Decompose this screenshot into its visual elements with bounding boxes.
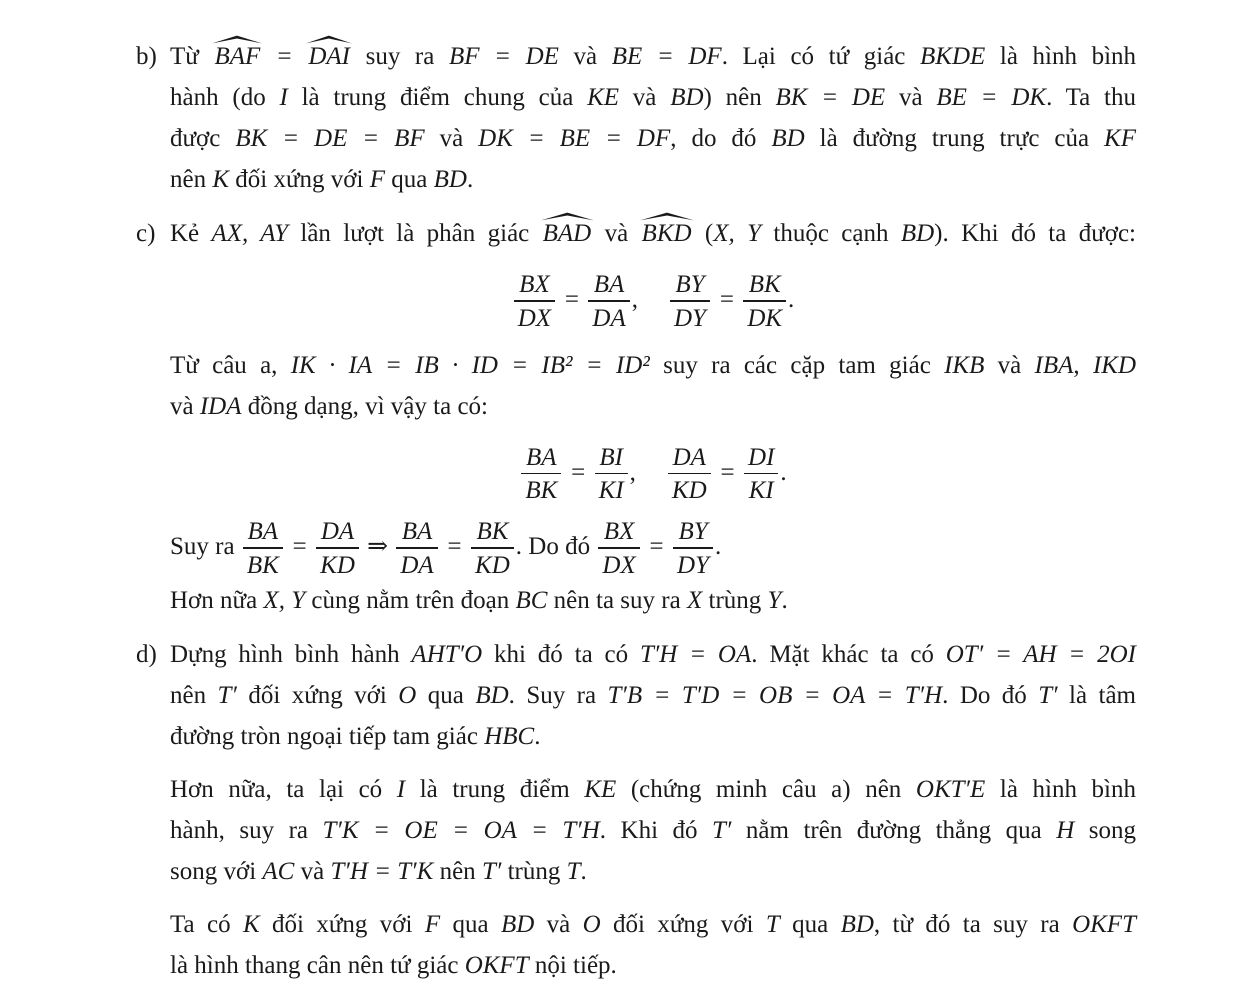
- text-run: (: [692, 220, 714, 247]
- math-run: AHT′O: [411, 641, 483, 669]
- fraction-denominator: BK: [525, 477, 558, 505]
- math-run: T′: [217, 682, 237, 710]
- fraction-bar: [598, 547, 639, 549]
- math-run: OKFT: [464, 952, 529, 980]
- text-line: [170, 77, 1136, 118]
- math-fraction: [316, 517, 359, 580]
- math-run: K: [212, 166, 230, 193]
- math-run: =: [712, 458, 743, 486]
- math-run: H: [1056, 817, 1075, 845]
- math-run: BD: [771, 125, 805, 152]
- text-run: thuộc cạnh: [761, 220, 901, 247]
- text-run: đường tròn ngoại tiếp tam giác: [170, 723, 485, 751]
- fraction-denominator: KD: [671, 477, 707, 505]
- text-run: nên: [433, 858, 482, 886]
- text-run: là đường trung trực của: [804, 125, 1105, 152]
- text-run: ⇒: [360, 533, 395, 561]
- math-run: BD: [433, 166, 467, 193]
- widehat-letters: BAF: [214, 43, 261, 70]
- text-line: [170, 851, 1136, 892]
- text-run: , từ đó ta suy ra: [873, 911, 1073, 939]
- math-fraction: [588, 270, 629, 333]
- fraction-bar: [316, 547, 359, 549]
- math-run: BK = DE = BF: [235, 125, 425, 152]
- math-run: =: [641, 533, 672, 561]
- math-fraction: [670, 270, 710, 333]
- math-fraction: [471, 517, 514, 580]
- text-run: . Lại có tứ giác: [721, 43, 920, 70]
- fraction-numerator: BA: [593, 271, 625, 298]
- text-run: .: [580, 858, 587, 886]
- fraction-numerator: BK: [476, 518, 509, 546]
- text-run: đối xứng với: [236, 682, 399, 710]
- text-line: [170, 159, 1136, 200]
- math-run: X, Y: [263, 587, 306, 615]
- fraction-denominator: KI: [748, 477, 774, 505]
- math-fraction: [396, 517, 437, 580]
- math-run: K: [242, 911, 260, 939]
- fraction-denominator: DK: [747, 304, 783, 332]
- math-run: I: [396, 776, 406, 804]
- fraction-denominator: DA: [400, 552, 434, 580]
- text-run: đối xứng với: [259, 911, 425, 939]
- fraction-bar: [396, 547, 437, 549]
- text-run: Hơn nữa, ta lại có: [170, 776, 397, 804]
- text-run: là hình thang cân nên tứ giác: [170, 952, 465, 980]
- text-run: và: [592, 220, 641, 247]
- paragraph: [170, 36, 1136, 200]
- text-line: [170, 769, 1136, 810]
- math-run: BE = DK: [936, 84, 1047, 111]
- text-run: nên: [170, 682, 218, 710]
- widehat-arc-icon: [541, 212, 594, 221]
- widehat: [307, 43, 351, 71]
- text-run: Suy ra: [170, 533, 241, 561]
- text-run: nằm trên đường thẳng qua: [731, 817, 1057, 845]
- widehat-arc-icon: [306, 35, 352, 44]
- math-run: OKFT: [1072, 911, 1136, 939]
- text-run: , do đó: [670, 125, 772, 152]
- text-run: . Khi đó: [599, 817, 713, 845]
- fraction-denominator: DA: [592, 304, 626, 332]
- text-run: đối xứng với: [600, 911, 766, 939]
- math-run: T′: [1038, 682, 1058, 710]
- text-run: qua: [779, 911, 841, 939]
- math-run: T: [765, 911, 780, 939]
- math-run: IK · IA = IB · ID = IB² = ID²: [290, 351, 650, 379]
- text-line: [170, 345, 1136, 386]
- text-run: qua: [416, 682, 476, 710]
- equation-gap: [636, 479, 666, 480]
- fraction-bar: [521, 473, 561, 475]
- math-run: X, Y: [713, 220, 762, 247]
- text-run: và: [558, 43, 612, 70]
- text-line: [170, 118, 1136, 159]
- math-run: OKT′E: [915, 776, 986, 804]
- text-run: Hơn nữa: [170, 587, 264, 615]
- fraction-bar: [744, 473, 778, 475]
- text-run: và: [424, 125, 479, 152]
- widehat: [641, 220, 693, 248]
- text-run: .: [780, 458, 787, 486]
- math-run: =: [284, 533, 315, 561]
- widehat-arc-icon: [212, 35, 262, 44]
- paragraph: [170, 213, 1136, 254]
- widehat-letters: BKD: [641, 220, 692, 247]
- math-run: IDA: [199, 392, 242, 420]
- math-run: O: [582, 911, 601, 939]
- text-run: .: [781, 587, 788, 615]
- paragraph: [170, 517, 1136, 621]
- text-run: là hình bình: [985, 776, 1137, 804]
- fraction-bar: [514, 300, 555, 302]
- text-run: qua: [385, 166, 434, 193]
- fraction-denominator: DY: [673, 304, 706, 332]
- fraction-numerator: BY: [675, 271, 705, 298]
- math-run: BKDE: [920, 43, 986, 70]
- math-run: =: [261, 43, 308, 70]
- math-run: F: [369, 166, 385, 193]
- widehat-letters: DAI: [308, 43, 350, 70]
- fraction-numerator: BA: [401, 518, 433, 546]
- text-run: khi đó ta có: [482, 641, 640, 669]
- document-content: [136, 36, 1137, 986]
- fraction-numerator: DI: [748, 443, 775, 471]
- text-run: . Do đó: [942, 682, 1039, 710]
- text-run: nên: [170, 166, 213, 193]
- fraction-bar: [471, 547, 514, 549]
- document-item-b: [136, 36, 1137, 200]
- fraction-denominator: KD: [475, 552, 510, 580]
- math-fraction: [673, 517, 713, 580]
- math-fraction: [744, 443, 778, 506]
- text-run: nên ta suy ra: [547, 587, 687, 615]
- text-run: và: [170, 392, 200, 420]
- math-run: IKB: [944, 351, 985, 379]
- paragraph: [170, 769, 1136, 892]
- math-fraction: [521, 443, 561, 506]
- widehat-arc-icon: [640, 212, 694, 221]
- math-run: T′: [481, 858, 502, 886]
- text-run: . Do đó: [515, 533, 597, 561]
- math-run: =: [711, 286, 742, 314]
- text-run: nội tiếp.: [528, 952, 617, 980]
- fraction-numerator: BX: [519, 271, 550, 298]
- document-item-c: [136, 213, 1137, 621]
- text-run: được: [170, 125, 236, 152]
- math-run: OT′ = AH = 2OI: [945, 641, 1136, 669]
- text-run: trùng: [702, 587, 768, 615]
- text-line: [170, 904, 1136, 945]
- text-run: ,: [631, 286, 638, 314]
- math-run: T′K = OE = OA = T′H: [322, 817, 600, 845]
- math-run: DK = BE = DF: [478, 125, 671, 152]
- math-run: IBA: [1034, 351, 1074, 379]
- text-run: song: [1074, 817, 1137, 845]
- math-run: T: [566, 858, 581, 886]
- math-run: KE: [584, 776, 617, 804]
- text-run: suy ra: [351, 43, 449, 70]
- text-run: trùng: [501, 858, 567, 886]
- math-run: BC: [515, 587, 548, 615]
- math-run: IKD: [1092, 351, 1137, 379]
- text-run: Từ câu a,: [170, 351, 291, 379]
- display-equation: [170, 270, 1136, 333]
- text-run: suy ra các cặp tam giác: [649, 351, 945, 379]
- paragraph: [170, 904, 1136, 986]
- text-line: [170, 36, 1136, 77]
- text-line: [170, 716, 1136, 757]
- math-run: =: [439, 533, 470, 561]
- math-run: BE = DF: [611, 43, 722, 70]
- math-run: AX, AY: [211, 220, 289, 247]
- math-run: HBC: [484, 723, 535, 751]
- text-run: là hình bình: [985, 43, 1137, 70]
- math-run: BK = DE: [775, 84, 886, 111]
- text-line: [170, 213, 1136, 254]
- text-run: ). Khi đó ta được:: [934, 220, 1137, 247]
- text-run: Dựng hình bình hành: [170, 641, 412, 669]
- item-label: b): [136, 43, 157, 70]
- widehat: [542, 220, 593, 248]
- text-run: là trung điểm chung của: [287, 84, 588, 111]
- math-run: T′B = T′D = OB = OA = T′H: [607, 682, 943, 710]
- text-run: .: [534, 723, 541, 751]
- math-run: T′H = OA: [639, 641, 752, 669]
- text-line: [170, 945, 1136, 986]
- fraction-numerator: BX: [603, 518, 635, 546]
- fraction-denominator: KI: [598, 477, 624, 505]
- math-fraction: [243, 517, 283, 580]
- math-run: =: [563, 458, 593, 486]
- text-run: và: [885, 84, 937, 111]
- text-run: ,: [629, 458, 636, 486]
- math-fraction: [743, 270, 786, 333]
- display-equation: [170, 443, 1136, 506]
- text-run: . Ta thu: [1046, 84, 1136, 111]
- text-run: hành (do: [170, 84, 280, 111]
- text-run: (chứng minh câu a) nên: [616, 776, 916, 804]
- math-run: I: [279, 84, 288, 111]
- math-run: Y: [767, 587, 782, 615]
- text-run: là trung điểm: [405, 776, 585, 804]
- math-fraction: [595, 443, 628, 506]
- equation-gap: [638, 306, 668, 307]
- text-line: [170, 810, 1136, 851]
- math-run: X: [686, 587, 703, 615]
- fraction-bar: [673, 547, 713, 549]
- text-run: cùng nằm trên đoạn: [305, 587, 516, 615]
- text-run: ,: [1073, 351, 1093, 379]
- item-label: d): [136, 641, 157, 669]
- fraction-denominator: DX: [517, 304, 552, 332]
- text-run: đồng dạng, vì vậy ta có:: [241, 392, 488, 420]
- math-run: BD: [900, 220, 935, 247]
- math-fraction: [598, 517, 639, 580]
- text-line: [170, 517, 1136, 580]
- text-run: Từ: [170, 43, 214, 70]
- math-run: BD: [500, 911, 535, 939]
- fraction-numerator: DA: [320, 518, 355, 546]
- text-run: và: [619, 84, 671, 111]
- text-run: và: [294, 858, 331, 886]
- fraction-bar: [668, 473, 711, 475]
- math-run: BD: [670, 84, 704, 111]
- text-run: lần lượt là phân giác: [288, 220, 542, 247]
- text-run: ) nên: [703, 84, 776, 111]
- text-run: Ta có: [170, 911, 243, 939]
- document-item-d: [136, 634, 1137, 986]
- text-line: [170, 634, 1136, 675]
- math-run: BD: [475, 682, 509, 710]
- math-run: KE: [587, 84, 620, 111]
- text-run: Kẻ: [170, 220, 212, 247]
- paragraph: [170, 345, 1136, 427]
- widehat: [213, 43, 261, 71]
- math-run: O: [398, 682, 417, 710]
- text-run: qua: [440, 911, 501, 939]
- math-run: F: [424, 911, 441, 939]
- fraction-numerator: BK: [748, 271, 781, 298]
- text-run: .: [466, 166, 474, 193]
- text-run: . Mặt khác ta có: [751, 641, 946, 669]
- math-run: BF = DE: [448, 43, 559, 70]
- text-line: [170, 386, 1136, 427]
- text-run: . Suy ra: [508, 682, 608, 710]
- fraction-numerator: DA: [672, 443, 706, 471]
- math-run: T′H = T′K: [330, 858, 434, 886]
- math-fraction: [514, 270, 555, 333]
- fraction-denominator: KD: [320, 552, 355, 580]
- text-line: [170, 675, 1136, 716]
- item-label: c): [136, 220, 156, 247]
- fraction-numerator: BY: [678, 518, 708, 546]
- math-fraction: [668, 443, 711, 506]
- fraction-numerator: BI: [599, 443, 623, 471]
- text-line: [170, 580, 1136, 621]
- fraction-denominator: DY: [677, 552, 710, 580]
- text-run: và: [984, 351, 1035, 379]
- fraction-denominator: BK: [246, 552, 279, 580]
- fraction-bar: [588, 300, 629, 302]
- text-run: đối xứng với: [229, 166, 370, 193]
- fraction-bar: [243, 547, 283, 549]
- text-run: là tâm: [1057, 682, 1136, 710]
- text-run: .: [788, 286, 795, 314]
- text-run: .: [715, 533, 722, 561]
- fraction-bar: [743, 300, 786, 302]
- widehat-letters: BAD: [542, 220, 592, 247]
- fraction-denominator: DX: [602, 552, 636, 580]
- math-run: AC: [262, 858, 295, 886]
- math-run: T′: [712, 817, 732, 845]
- math-run: BD: [840, 911, 874, 939]
- math-run: KF: [1104, 125, 1136, 152]
- math-run: =: [557, 286, 587, 314]
- text-run: song với: [170, 858, 263, 886]
- paragraph: [170, 634, 1136, 757]
- fraction-bar: [670, 300, 710, 302]
- text-run: hành, suy ra: [170, 817, 323, 845]
- fraction-numerator: BA: [247, 518, 279, 546]
- fraction-numerator: BA: [526, 443, 557, 471]
- fraction-bar: [595, 473, 628, 475]
- text-run: và: [534, 911, 583, 939]
